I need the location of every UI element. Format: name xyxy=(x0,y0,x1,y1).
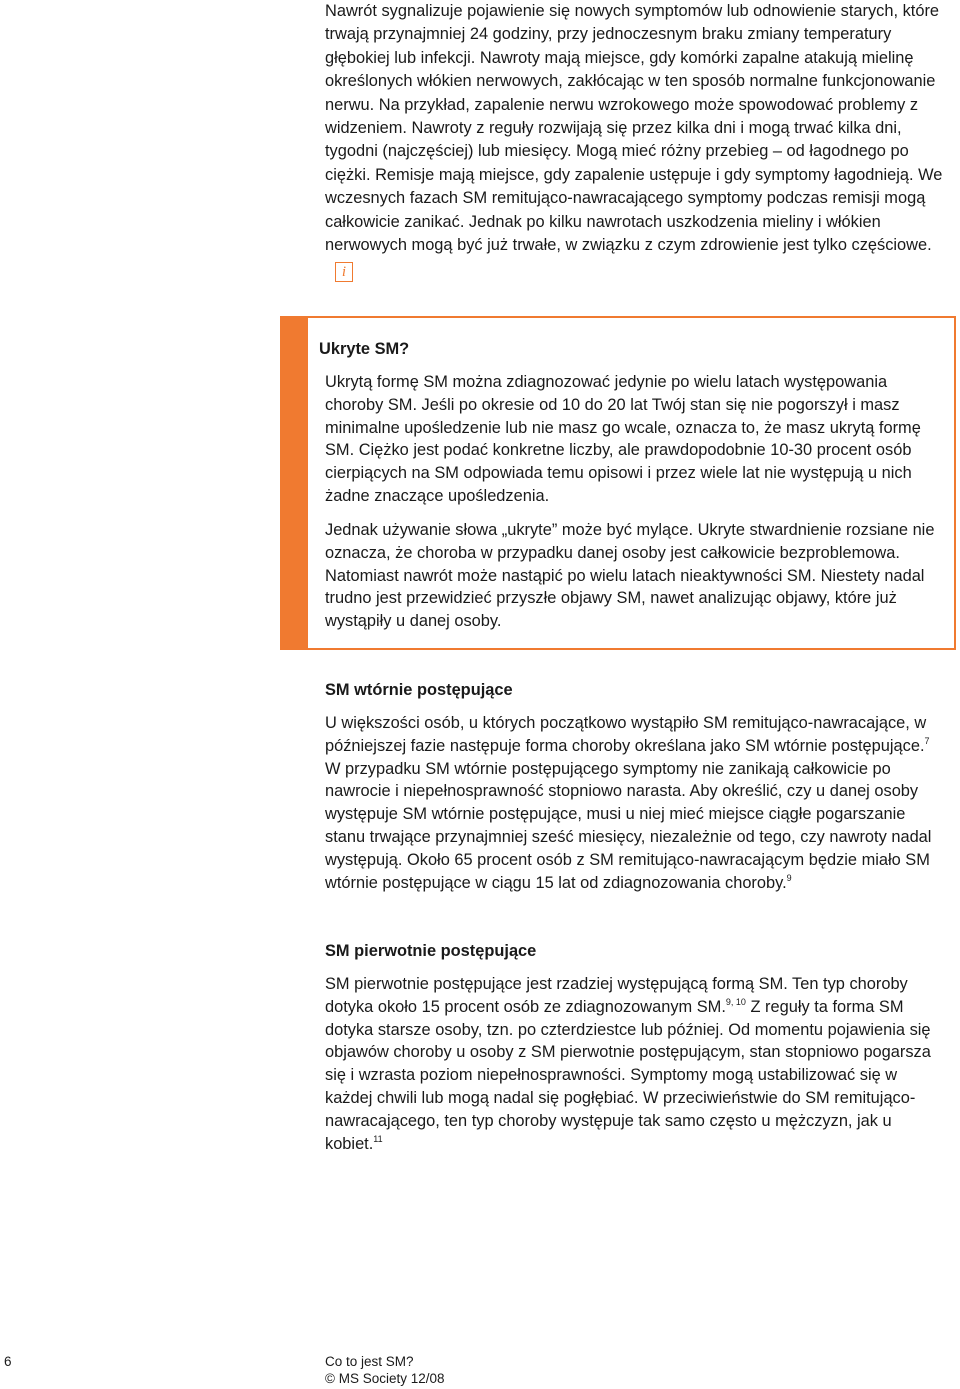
secondary-text-a: U większości osób, u których początkowo wystąpiło SM remitująco-nawracające, w późniejszej fazie następuje forma choroby określana jako SM wtórnie postępujące. xyxy=(325,714,927,755)
callout-title: Ukryte SM? xyxy=(319,340,410,358)
secondary-text-b: W przypadku SM wtórnie postępującego symptomy nie zanikają całkowicie po nawrocie i niepełnosprawność stopniowo narasta. Aby określić, czy u danej osoby występuje SM wtórnie postępujące, musi u niej mieć miejsce ciągłe pogarszanie stanu trwające przynajmniej sześć miesięcy, niezależnie od tego, czy nawroty nadal występują. Około 65 procent osób z SM remitująco-nawracającym będzie miało SM wtórnie postępujące w ciągu 15 lat od zdiagnozowania choroby. xyxy=(325,759,932,892)
primary-progressive-heading: SM pierwotnie postępujące xyxy=(325,942,537,960)
footnote-ref: 9 xyxy=(786,872,792,883)
page-number: 6 xyxy=(4,1354,12,1369)
footnote-ref: 9, 10 xyxy=(725,996,746,1007)
callout-paragraph-1: Ukrytą formę SM można zdiagnozować jedynie po wielu latach występowania choroby SM. Jeśli po okresie od 10 do 20 lat Twój stan się nie pogorszył i masz minimalne upośledzenie lub nie masz go wcale, oznacza to, że masz ukrytą formę SM. Ciężko jest podać konkretne liczby, ale prawdopodobnie 10-30 procent osób cierpiących na SM odpowiada temu opisowi i przez wiele lat nie występują u nich żadne znaczące upośledzenia. xyxy=(325,373,921,505)
intro-text: Nawrót sygnalizuje pojawienie się nowych symptomów lub odnowienie starych, które trwają przynajmniej 24 godziny, przy jednoczesnym braku zmiany temperatury głębokiej lub infekcji. Nawroty mają miejsce, gdy komórki zapalne atakują mielinę określonych włókien nerwowych, zakłócając w ten sposób normalne funkcjonowanie nerwu. Na przykład, zapalenie nerwu wzrokowego może spowodować problemy z widzeniem. Nawroty z reguły rozwijają się przez kilka dni i mogą trwać kilka dni, tygodni (najczęściej) lub miesięcy. Mogą mieć różny przebieg – od łagodnego po ciężki. Remisje mają miejsce, gdy zapalenie ustępuje i gdy symptomy łagodnieją. We wczesnych fazach SM remitująco-nawracającego symptomy podczas remisji mogą całkowicie zanikać. Jednak po kilku nawrotach uszkodzenia mieliny i włókien nerwowych mogą być już trwałe, w związku z czym zdrowienie jest tylko częściowe. xyxy=(325,2,943,255)
primary-progressive-paragraph xyxy=(325,973,945,1155)
callout-accent-bar xyxy=(280,316,308,650)
footer-copyright: © MS Society 12/08 xyxy=(325,1371,445,1386)
primary-text-b: Z reguły ta forma SM dotyka starsze osoby, tzn. po czterdziestce lub później. Od momentu pojawienia się objawów choroby u osoby z SM pierwotnie postępującym, stan stopniowo pogarsza się i wzrasta poziom niepełnosprawności. Symptomy mogą ustabilizować się w każdej chwili lub mogą nadal się pogłębiać. W przeciwieństwie do SM remitująco-nawracającego, ten typ choroby występuje tak samo często u mężczyzn, jak u kobiet. xyxy=(325,997,931,1153)
intro-paragraph xyxy=(325,0,945,282)
primary-text-a: SM pierwotnie postępujące jest rzadziej występującą formą SM. Ten typ choroby dotyka około 15 procent osób ze zdiagnozowanym SM. xyxy=(325,975,908,1016)
callout-paragraph-2: Jednak używanie słowa „ukryte” może być mylące. Ukryte stwardnienie rozsiane nie oznacza, że choroba w przypadku danej osoby jest całkowicie bezproblemowa. Natomiast nawrót może nastąpić po wielu latach nieaktywności SM. Niestety nadal trudno jest przewidzieć przyszłe objawy SM, nawet analizując objawy, które już wystąpiły u danej osoby. xyxy=(325,521,935,631)
secondary-progressive-heading: SM wtórnie postępujące xyxy=(325,681,513,699)
footnote-ref: 11 xyxy=(373,1133,383,1144)
footnote-ref: 7 xyxy=(924,735,930,746)
footer-title: Co to jest SM? xyxy=(325,1354,414,1369)
secondary-progressive-paragraph xyxy=(325,712,945,894)
info-icon[interactable]: i xyxy=(335,262,353,282)
